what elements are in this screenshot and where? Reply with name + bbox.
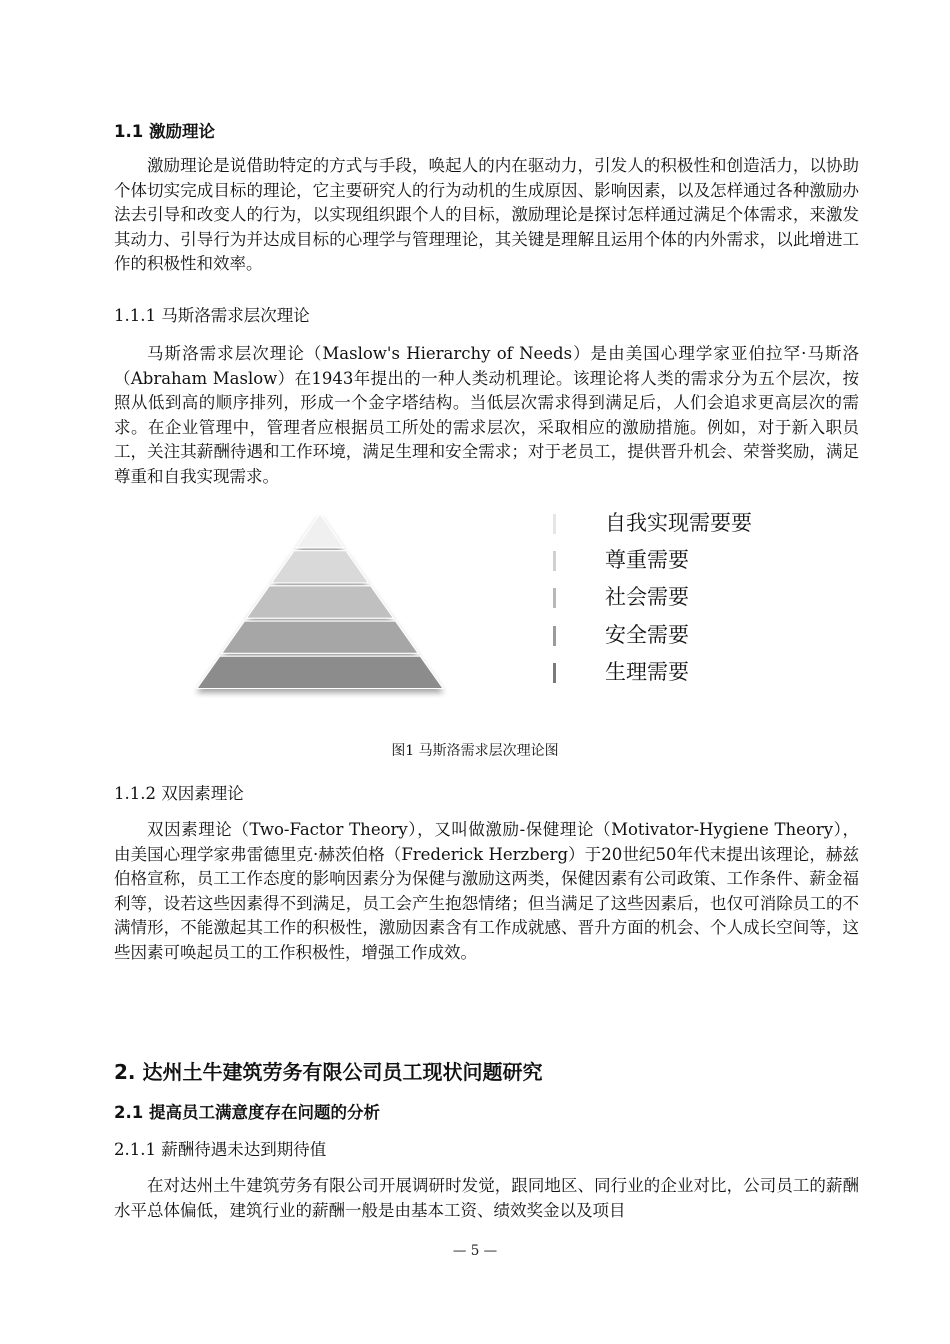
section-heading-1-1: 1.1 激励理论 [114, 122, 215, 141]
legend-marker [553, 514, 556, 534]
legend-label: 生理需要 [605, 660, 689, 684]
pyramid-layer [247, 586, 394, 618]
legend-item-physiological [553, 657, 853, 687]
paragraph-salary: 在对达州土牛建筑劳务有限公司开展调研时发觉，跟同地区、同行业的企业对比，公司员工的薪酬水平总体偏低，建筑行业的薪酬一般是由基本工资、绩效奖金以及项目 [114, 1176, 859, 1220]
section-heading-2-1: 2.1 提高员工满意度存在问题的分析 [114, 1103, 380, 1122]
pyramid-layer [296, 514, 343, 548]
legend-marker [553, 551, 556, 571]
pyramid-layer [197, 656, 443, 688]
legend-item-safety [553, 620, 853, 650]
figure-caption: 图1 马斯洛需求层次理论图 [391, 743, 559, 759]
legend-label: 自我实现需要要 [605, 511, 752, 535]
legend-marker [553, 663, 556, 683]
legend-label: 安全需要 [605, 623, 689, 647]
legend-label: 社会需要 [605, 585, 689, 609]
legend-item-self-actualization [553, 508, 853, 538]
legend-marker [553, 588, 556, 608]
pyramid-layer [222, 621, 418, 653]
paragraph-maslow: 马斯洛需求层次理论（Maslow's Hierarchy of Needs）是由美国心理学家亚伯拉罕·马斯洛（Abraham Maslow）在1943年提出的一种人类动机理论。该理论将人类的需求分为五个层次，按照从低到高的顺序排列，形成一个金字塔结构。当低层次需求得到满足后，人们会追求更高层次的需求。在企业管理中，管理者应根据员工所处的需求层次，采取相应的激励措施。例如，对于新入职员工，关注其薪酬待遇和工作环境，满足生理和安全需求；对于老员工，提供晋升机会、荣誉奖励，满足尊重和自我实现需求。 [114, 344, 859, 486]
legend-marker [553, 626, 556, 646]
legend-item-esteem [553, 545, 853, 575]
legend-item-social [553, 582, 853, 612]
paragraph-incentive-theory: 激励理论是说借助特定的方式与手段，唤起人的内在驱动力，引发人的积极性和创造活力，以协助个体切实完成目标的理论，它主要研究人的行为动机的生成原因、影响因素，以及怎样通过各种激励办法去引导和改变人的行为，以实现组织跟个人的目标，激励理论是探讨怎样通过满足个体需求，来激发其动力、引导行为并达成目标的心理学与管理理论，其关键是理解且运用个体的内外需求，以此增进工作的积极性和效率。 [114, 156, 859, 274]
page-number: — 5 — [452, 1243, 498, 1259]
legend-label: 尊重需要 [605, 548, 689, 572]
section-heading-2-1-1: 2.1.1 薪酬待遇未达到期待值 [114, 1140, 327, 1159]
chapter-heading-2: 2. 达州土牛建筑劳务有限公司员工现状问题研究 [114, 1060, 543, 1084]
section-heading-1-1-1: 1.1.1 马斯洛需求层次理论 [114, 306, 310, 325]
section-heading-1-1-2: 1.1.2 双因素理论 [114, 784, 244, 803]
pyramid-layer [271, 551, 368, 583]
paragraph-two-factor: 双因素理论（Two-Factor Theory），又叫做激励-保健理论（Motivator-Hygiene Theory），由美国心理学家弗雷德里克·赫茨伯格（Frederick Herzberg）于20世纪50年代末提出该理论，赫兹伯格宣称，员工工作态度的影响因素分为保健与激励这两类，保健因素有公司政策、工作条件、薪金福利等，设若这些因素得不到满足，员工会产生抱怨情绪；但当满足了这些因素后，也仅可消除员工的不满情形，不能激起其工作的积极性，激励因素含有工作成就感、晋升方面的机会、个人成长空间等，这些因素可唤起员工的工作积极性，增强工作成效。 [114, 820, 859, 962]
